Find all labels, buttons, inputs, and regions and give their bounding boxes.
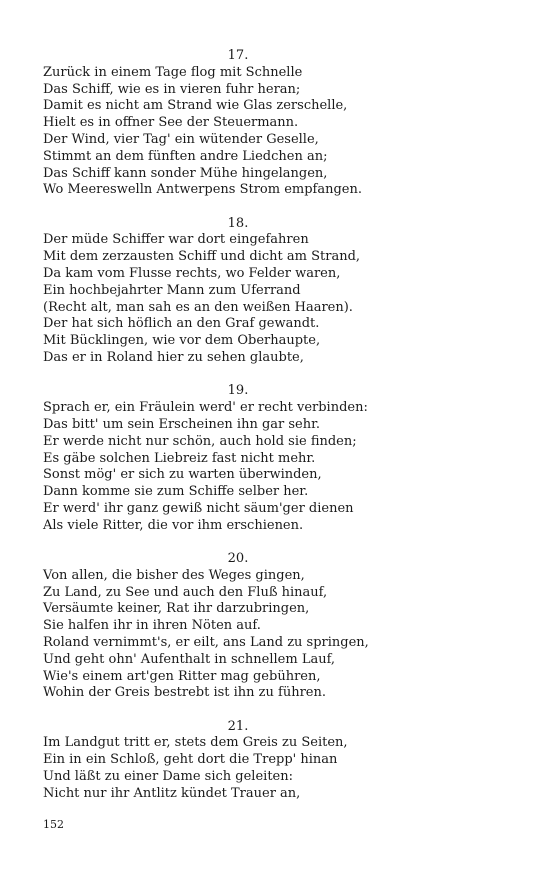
verse-line: Zurück in einem Tage flog mit Schnelle [43, 64, 303, 80]
verse-line: Es gäbe solchen Liebreiz fast nicht mehr. [43, 450, 316, 466]
verse-line: Sprach er, ein Fräulein werd' er recht verbinden: [43, 400, 368, 416]
verse-line: Mit Bücklingen, wie vor dem Oberhaupte, [43, 333, 321, 349]
verse-line: Er werd' ihr ganz gewiß nicht säum'ger dienen [43, 500, 354, 516]
verse-line: Wo Meereswelln Antwerpens Strom empfangen. [43, 182, 362, 198]
verse-line: Roland vernimmt's, er eilt, ans Land zu springen, [43, 635, 369, 650]
stanza [43, 551, 513, 702]
verse-line: Stimmt an dem fünften andre Liedchen an; [43, 148, 328, 164]
verse-line: Wohin der Greis bestrebt ist ihn zu führen. [43, 685, 326, 701]
verse-line: Das Schiff kann sonder Mühe hingelangen, [43, 165, 328, 181]
verse-line: Und geht ohn' Aufenthalt in schnellem Lauf, [43, 651, 336, 667]
page-number: 152 [43, 818, 64, 831]
verse-line: Versäumte keiner, Rat ihr darzubringen, [43, 601, 310, 617]
verse-line: Zu Land, zu See und auch den Fluß hinauf, [43, 584, 328, 600]
verse-line: Das Schiff, wie es in vieren fuhr heran; [43, 81, 301, 97]
stanza-number: 18. [227, 215, 249, 231]
verse-line: Dann komme sie zum Schiffe selber her. [43, 484, 309, 500]
stanza-number: 17. [227, 48, 249, 63]
verse-line: Und läßt zu einer Dame sich geleiten: [43, 769, 293, 785]
stanza-number: 20. [227, 551, 249, 567]
verse-line: Ein hochbejahrter Mann zum Uferrand [43, 282, 301, 298]
stanza-number: 19. [227, 383, 249, 399]
verse-line: Im Landgut tritt er, stets dem Greis zu Seiten, [43, 735, 348, 751]
verse-line: Von allen, die bisher des Weges gingen, [43, 567, 305, 583]
verse-line: Als viele Ritter, die vor ihm erschienen. [43, 517, 304, 533]
verse-line: Das er in Roland hier zu sehen glaubte, [43, 350, 304, 366]
verse-line: Sie halfen ihr in ihren Nöten auf. [43, 618, 261, 634]
verse-line: Der hat sich höflich an den Graf gewandt. [43, 316, 320, 332]
verse-line: Das bitt' um sein Erscheinen ihn gar sehr. [43, 416, 321, 432]
verse-line: Der müde Schiffer war dort eingefahren [43, 232, 309, 248]
verse-line: (Recht alt, man sah es an den weißen Haaren). [43, 299, 353, 315]
verse-line: Mit dem zerzausten Schiff und dicht am Strand, [43, 249, 361, 265]
verse-line: Er werde nicht nur schön, auch hold sie finden; [43, 433, 357, 449]
verse-line: Ein in ein Schloß, geht dort die Trepp' hinan [43, 752, 338, 768]
verse-line: Der Wind, vier Tag' ein wütender Geselle, [43, 131, 319, 147]
verse-line: Nicht nur ihr Antlitz kündet Trauer an, [43, 785, 301, 801]
verse-line: Damit es nicht am Strand wie Glas zerschelle, [43, 98, 348, 114]
poem-text [43, 48, 513, 819]
verse-line: Da kam vom Flusse rechts, wo Felder waren, [43, 266, 341, 282]
verse-line: Hielt es in offner See der Steuermann. [43, 115, 299, 131]
verse-line: Sonst mög' er sich zu warten überwinden, [43, 467, 322, 483]
stanza-number: 21. [227, 718, 249, 734]
stanza [43, 383, 513, 534]
stanza [43, 48, 513, 199]
verse-line: Wie's einem art'gen Ritter mag gebühren, [43, 668, 321, 684]
stanza [43, 719, 513, 803]
stanza [43, 216, 513, 367]
